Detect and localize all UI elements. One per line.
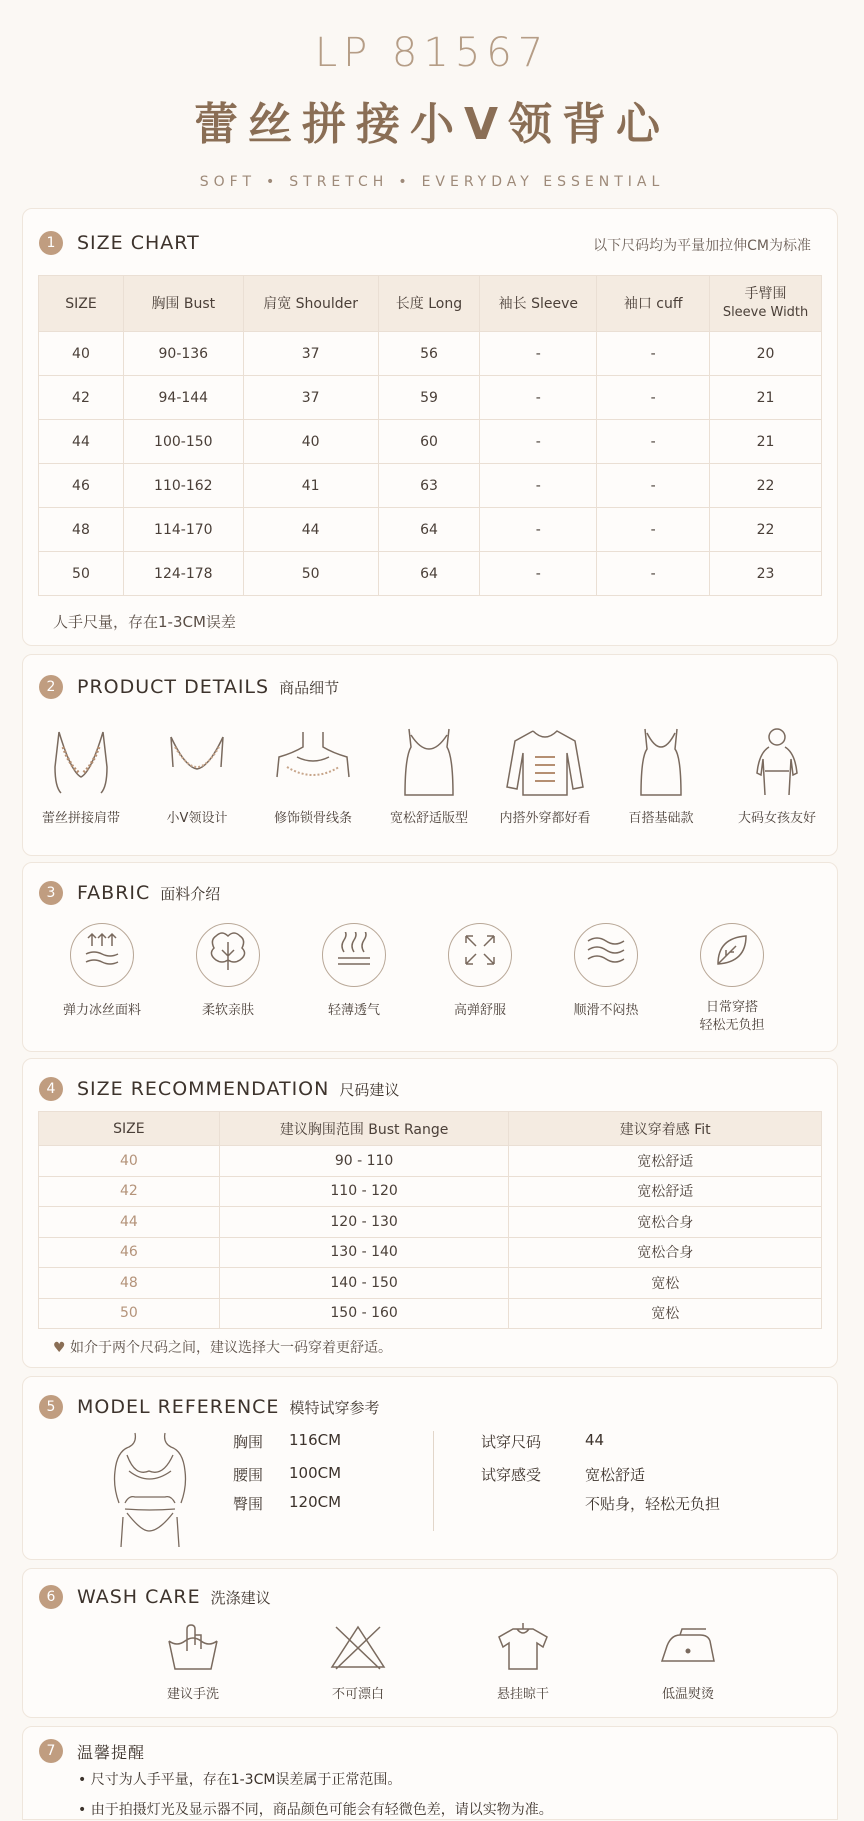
table-cell: 140 - 150 <box>219 1268 509 1299</box>
hand-wash-icon <box>163 1621 223 1673</box>
fabric-item <box>39 923 165 1035</box>
footnote-text: 如介于两个尺码之间，建议选择大一码穿着更舒适。 <box>70 1340 393 1356</box>
table-cell: 110-162 <box>123 464 243 508</box>
fabric-item <box>669 923 795 1035</box>
table-row <box>39 552 822 596</box>
table-cell: 124-178 <box>123 552 243 596</box>
table-cell: 50 <box>39 552 124 596</box>
table-cell: 64 <box>378 508 480 552</box>
section-title: FABRIC <box>77 882 151 904</box>
table-cell: 130 - 140 <box>219 1237 509 1268</box>
tip-item: • 尺寸为人手平量，存在1-3CM误差属于正常范围。 <box>78 1772 402 1788</box>
size-rec-table <box>38 1111 822 1329</box>
table-cell: - <box>597 508 710 552</box>
column-header: SIZE <box>39 1112 220 1146</box>
table-cell: - <box>597 376 710 420</box>
detail-item <box>719 727 835 826</box>
table-cell: 40 <box>39 1146 220 1177</box>
size-recommendation-card <box>22 1058 838 1368</box>
column-header: 袖口 cuff <box>597 276 710 332</box>
layering-icon <box>505 727 585 797</box>
table-cell: 41 <box>243 464 378 508</box>
size-rec-footnote <box>53 1337 392 1357</box>
table-row <box>39 464 822 508</box>
collarbone-icon <box>273 727 353 797</box>
try-size-value: 44 <box>585 1431 605 1449</box>
size-chart-note: 以下尺码均为平量加拉伸CM为标准 <box>593 238 811 254</box>
product-details-heading <box>39 675 339 699</box>
table-cell: 23 <box>710 552 822 596</box>
product-title: 蕾丝拼接小V领背心 <box>193 99 671 150</box>
section-number: 4 <box>39 1077 63 1101</box>
table-row <box>39 1146 822 1177</box>
detail-item <box>139 727 255 826</box>
table-cell: 64 <box>378 552 480 596</box>
column-header-cn: 手臂围 <box>744 286 787 302</box>
product-details-icons <box>23 727 839 826</box>
detail-label: 大码女孩友好 <box>737 811 816 826</box>
wash-icons <box>113 1621 864 1702</box>
section-subtitle: 尺码建议 <box>339 1080 400 1099</box>
table-cell: 59 <box>378 376 480 420</box>
size-chart-table <box>38 275 822 596</box>
table-cell: 48 <box>39 1268 220 1299</box>
detail-item <box>371 727 487 826</box>
hang-dry-icon <box>493 1621 553 1673</box>
leaf-icon <box>700 923 764 987</box>
v-neck-icon <box>157 727 237 797</box>
table-cell: 42 <box>39 1176 220 1207</box>
table-cell: 46 <box>39 464 124 508</box>
table-cell: - <box>597 420 710 464</box>
table-cell: - <box>597 464 710 508</box>
table-cell: - <box>480 420 597 464</box>
hip-label: 臀围 <box>233 1495 264 1513</box>
wash-label: 悬挂晾干 <box>496 1687 549 1702</box>
section-number: 3 <box>39 881 63 905</box>
bust-label: 胸围 <box>233 1433 264 1451</box>
tips-card <box>22 1726 838 1820</box>
fabric-label: 高弹舒服 <box>453 1003 506 1018</box>
model-figure-icon <box>105 1431 195 1549</box>
section-title: SIZE CHART <box>77 232 200 254</box>
wash-care-card <box>22 1568 838 1718</box>
wash-item <box>273 1621 443 1702</box>
smooth-icon <box>574 923 638 987</box>
lace-strap-icon <box>41 727 121 797</box>
section-number: 7 <box>39 1739 63 1763</box>
tagline-stretch: STRETCH <box>289 174 389 190</box>
try-feel-label: 试穿感受 <box>481 1466 542 1484</box>
table-header-row <box>39 1112 822 1146</box>
page-header <box>0 0 864 205</box>
table-cell: 90-136 <box>123 332 243 376</box>
heart-icon: ♥ <box>53 1340 66 1356</box>
fabric-label: 柔软亲肤 <box>201 1003 254 1018</box>
tip-item: • 由于拍摄灯光及显示器不同，商品颜色可能会有轻微色差，请以实物为准。 <box>78 1802 553 1818</box>
table-cell: 56 <box>378 332 480 376</box>
size-chart-body <box>39 332 822 596</box>
table-row <box>39 1268 822 1299</box>
table-cell: 60 <box>378 420 480 464</box>
section-title: WASH CARE <box>77 1586 201 1608</box>
detail-label: 内搭外穿都好看 <box>499 811 591 826</box>
table-cell: 100-150 <box>123 420 243 464</box>
table-cell: 宽松 <box>509 1298 822 1329</box>
fabric-item <box>543 923 669 1035</box>
section-title: SIZE RECOMMENDATION <box>77 1078 330 1100</box>
table-cell: 宽松 <box>509 1268 822 1299</box>
column-header: 长度 Long <box>378 276 480 332</box>
section-title: 温馨提醒 <box>77 1742 146 1762</box>
divider <box>433 1431 434 1531</box>
table-cell: 20 <box>710 332 822 376</box>
table-cell: 37 <box>243 332 378 376</box>
section-number: 6 <box>39 1585 63 1609</box>
no-bleach-icon <box>328 1621 388 1673</box>
table-cell: - <box>597 552 710 596</box>
size-rec-heading <box>39 1077 399 1101</box>
waist-value: 100CM <box>289 1464 342 1482</box>
detail-label: 小V领设计 <box>166 811 228 826</box>
detail-label: 修饰锁骨线条 <box>273 811 352 826</box>
table-cell: 114-170 <box>123 508 243 552</box>
cotton-icon <box>196 923 260 987</box>
table-cell: 44 <box>39 1207 220 1238</box>
table-header-row <box>39 276 822 332</box>
model-heading <box>39 1395 379 1419</box>
fabric-item <box>165 923 291 1035</box>
section-subtitle: 面料介绍 <box>160 884 221 903</box>
detail-label: 宽松舒适版型 <box>389 811 468 826</box>
wash-item <box>443 1621 603 1702</box>
table-cell: 46 <box>39 1237 220 1268</box>
loose-fit-icon <box>389 727 469 797</box>
basic-tank-icon <box>621 727 701 797</box>
table-cell: 48 <box>39 508 124 552</box>
fabric-item <box>417 923 543 1035</box>
table-cell: 21 <box>710 376 822 420</box>
fabric-heading <box>39 881 220 905</box>
table-row <box>39 332 822 376</box>
column-header: 肩宽 Shoulder <box>243 276 378 332</box>
product-code: LP 81567 <box>314 30 550 76</box>
section-subtitle: 模特试穿参考 <box>289 1398 380 1417</box>
stretch-icon <box>70 923 134 987</box>
table-cell: 22 <box>710 508 822 552</box>
tagline-everyday: EVERYDAY ESSENTIAL <box>421 174 665 190</box>
detail-label: 蕾丝拼接肩带 <box>41 811 120 826</box>
table-cell: 42 <box>39 376 124 420</box>
wash-item <box>603 1621 773 1702</box>
try-feel-value: 宽松舒适 <box>585 1466 646 1484</box>
section-subtitle: 洗涤建议 <box>210 1588 271 1607</box>
table-cell: 宽松舒适 <box>509 1146 822 1177</box>
table-cell: - <box>480 376 597 420</box>
detail-item <box>255 727 371 826</box>
table-cell: 44 <box>243 508 378 552</box>
low-iron-icon <box>658 1621 718 1673</box>
wash-heading <box>39 1585 271 1609</box>
table-cell: 150 - 160 <box>219 1298 509 1329</box>
elastic-icon <box>448 923 512 987</box>
table-cell: 37 <box>243 376 378 420</box>
table-cell: 宽松合身 <box>509 1237 822 1268</box>
detail-item <box>23 727 139 826</box>
table-cell: 40 <box>243 420 378 464</box>
column-header: 袖长 Sleeve <box>480 276 597 332</box>
model-reference-card <box>22 1376 838 1560</box>
detail-label: 百搭基础款 <box>628 811 694 826</box>
table-cell: 宽松合身 <box>509 1207 822 1238</box>
table-cell: 44 <box>39 420 124 464</box>
column-header: SIZE <box>39 276 124 332</box>
waist-label: 腰围 <box>233 1466 264 1484</box>
table-cell: - <box>480 464 597 508</box>
section-number: 1 <box>39 231 63 255</box>
table-cell: - <box>480 552 597 596</box>
table-cell: 110 - 120 <box>219 1176 509 1207</box>
fabric-label: 顺滑不闷热 <box>573 1003 639 1018</box>
table-cell: 40 <box>39 332 124 376</box>
table-cell: 21 <box>710 420 822 464</box>
table-row <box>39 376 822 420</box>
detail-item <box>487 727 603 826</box>
fabric-item <box>291 923 417 1035</box>
bust-value: 116CM <box>289 1431 342 1449</box>
table-cell: 120 - 130 <box>219 1207 509 1238</box>
section-title: MODEL REFERENCE <box>77 1396 280 1418</box>
table-cell: - <box>480 332 597 376</box>
column-header-en: Sleeve Width <box>722 305 809 320</box>
section-subtitle: 商品细节 <box>279 678 340 697</box>
table-cell: 22 <box>710 464 822 508</box>
column-header: 建议胸围范围 Bust Range <box>219 1112 509 1146</box>
tagline-soft: SOFT <box>199 174 256 190</box>
fabric-icons <box>39 923 855 1035</box>
table-cell: 90 - 110 <box>219 1146 509 1177</box>
table-row <box>39 1298 822 1329</box>
table-row <box>39 1176 822 1207</box>
figure-icon <box>737 727 817 797</box>
table-cell: - <box>597 332 710 376</box>
table-cell: 50 <box>39 1298 220 1329</box>
product-details-card <box>22 654 838 856</box>
table-row <box>39 420 822 464</box>
hip-value: 120CM <box>289 1493 342 1511</box>
tips-heading <box>39 1739 145 1763</box>
table-cell: 50 <box>243 552 378 596</box>
table-cell: - <box>480 508 597 552</box>
size-chart-heading <box>39 231 200 255</box>
wash-label: 建议手洗 <box>166 1687 219 1702</box>
wash-label: 不可漂白 <box>331 1687 384 1702</box>
column-header: 建议穿着感 Fit <box>509 1112 822 1146</box>
fabric-label: 日常穿搭 <box>705 1000 758 1015</box>
column-header <box>710 276 822 332</box>
size-chart-card <box>22 208 838 646</box>
fabric-label-line2: 轻松无负担 <box>699 1018 765 1033</box>
section-title: PRODUCT DETAILS <box>77 676 270 698</box>
table-row <box>39 1207 822 1238</box>
breathable-icon <box>322 923 386 987</box>
section-number: 5 <box>39 1395 63 1419</box>
try-size-label: 试穿尺码 <box>481 1433 542 1451</box>
size-chart-footnote: 人手尺量，存在1-3CM误差 <box>53 613 236 631</box>
fabric-card <box>22 862 838 1052</box>
try-feel-detail: 不贴身，轻松无负担 <box>585 1495 721 1513</box>
section-number: 2 <box>39 675 63 699</box>
tips-list <box>78 1769 553 1821</box>
table-row <box>39 508 822 552</box>
fabric-label: 弹力冰丝面料 <box>62 1003 141 1018</box>
fabric-label: 轻薄透气 <box>327 1003 380 1018</box>
column-header: 胸围 Bust <box>123 276 243 332</box>
size-rec-body <box>39 1146 822 1329</box>
table-cell: 宽松舒适 <box>509 1176 822 1207</box>
wash-item <box>113 1621 273 1702</box>
table-cell: 94-144 <box>123 376 243 420</box>
tagline: SOFT • STRETCH • EVERYDAY ESSENTIAL <box>199 174 665 190</box>
wash-label: 低温熨烫 <box>661 1687 714 1702</box>
detail-item <box>603 727 719 826</box>
table-row <box>39 1237 822 1268</box>
table-cell: 63 <box>378 464 480 508</box>
